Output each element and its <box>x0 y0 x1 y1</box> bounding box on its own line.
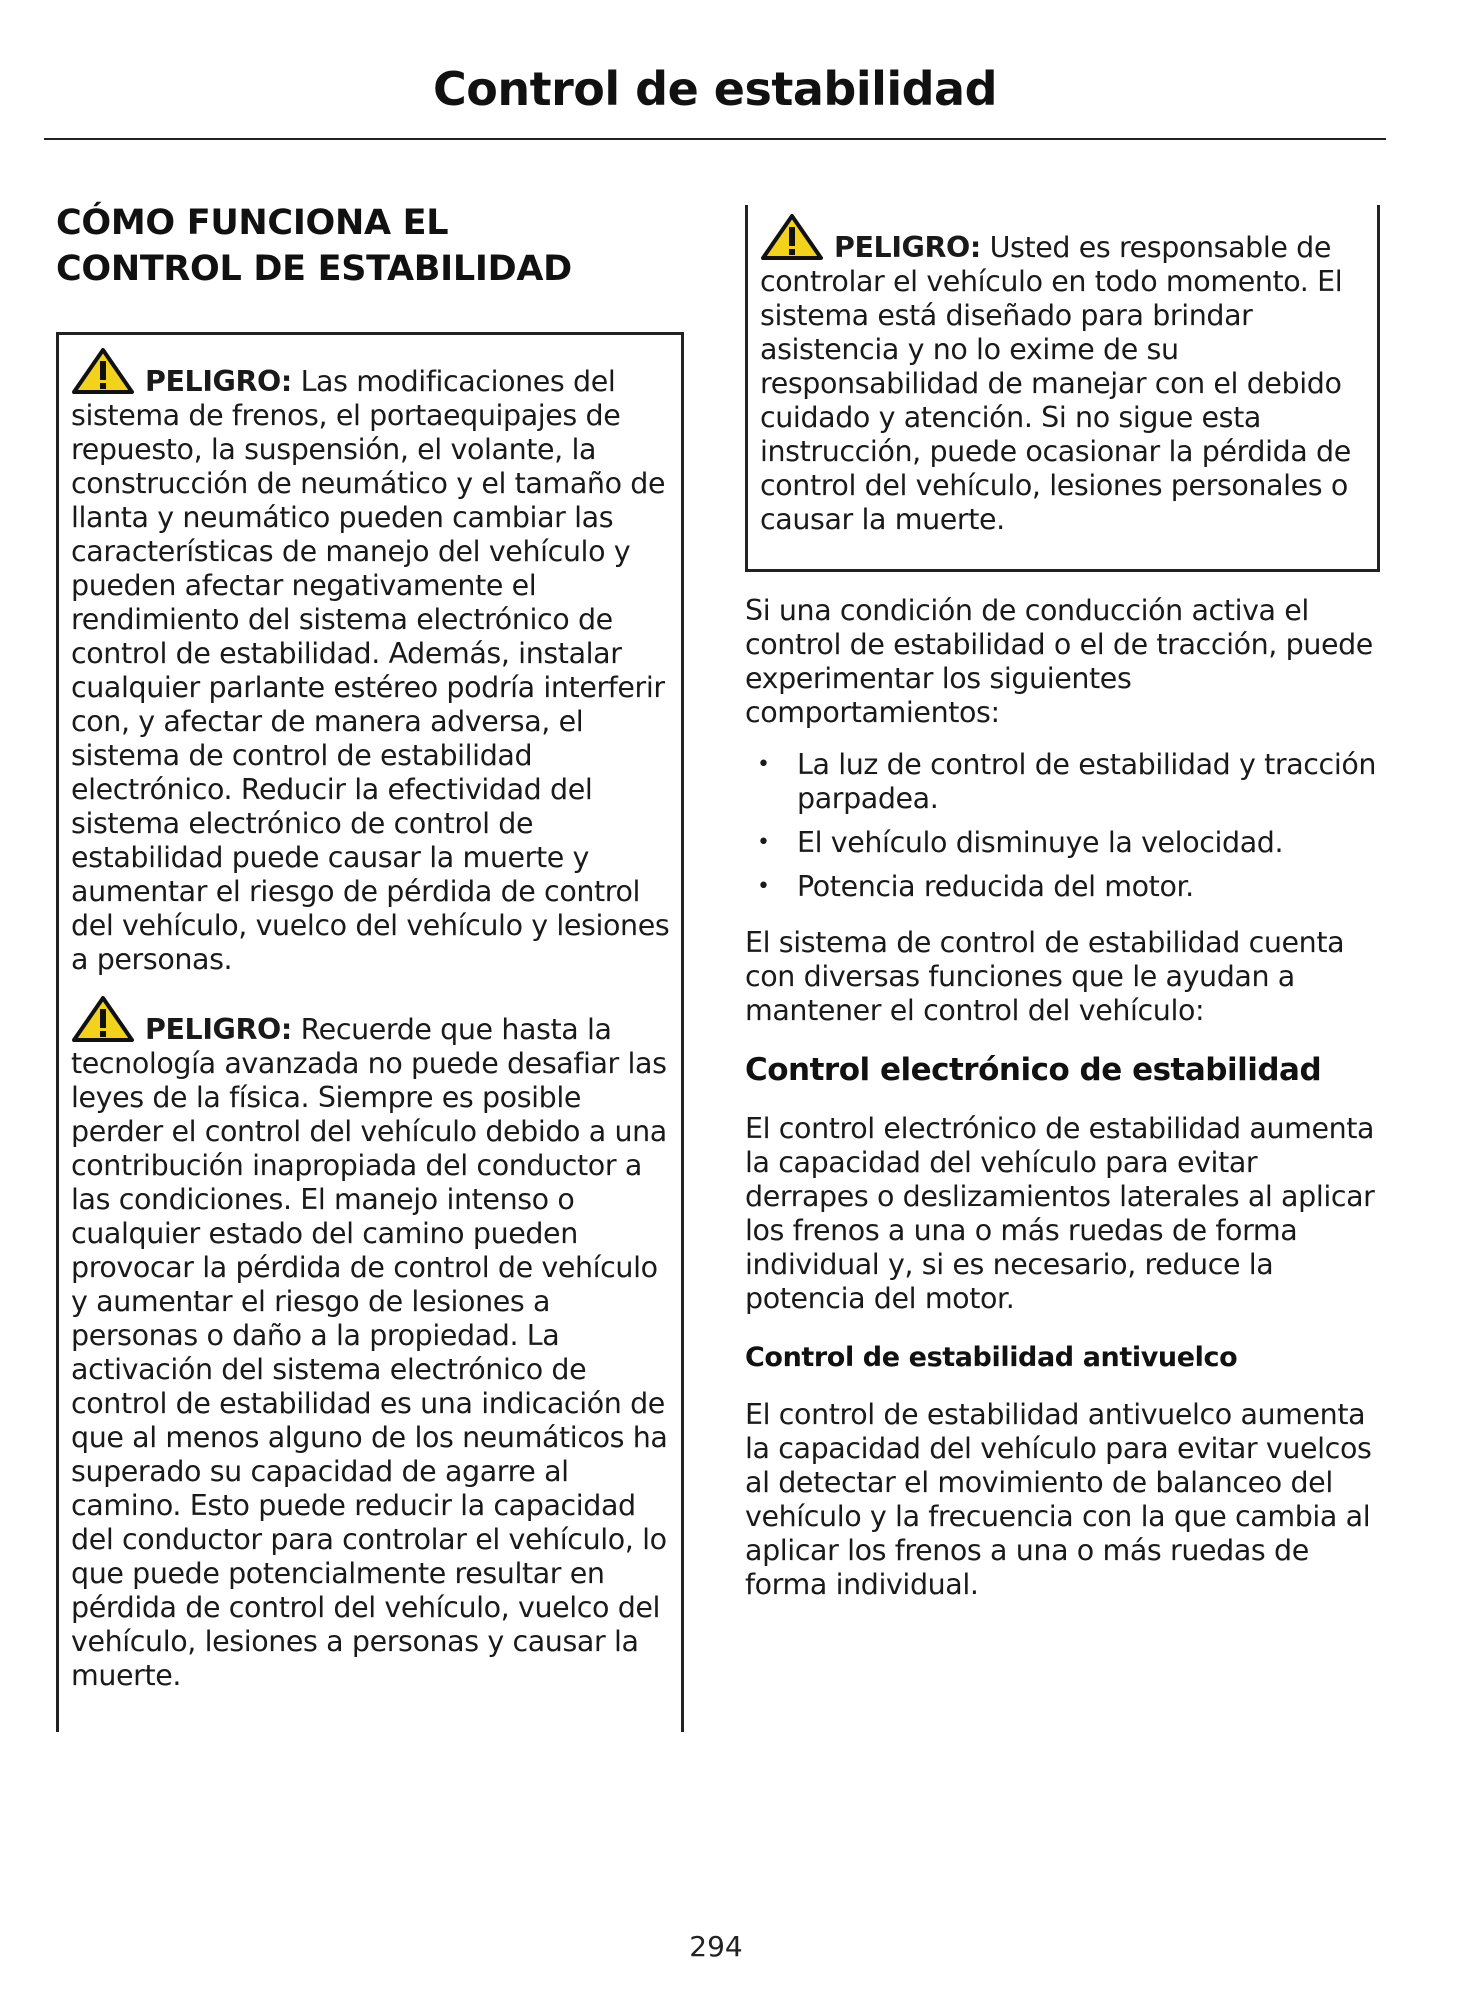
list-item <box>745 748 1380 816</box>
list-item-text: El vehículo disminuye la velocidad. <box>797 826 1284 859</box>
warning-label: PELIGRO: <box>145 1013 292 1046</box>
bullet-icon: • <box>757 874 770 899</box>
warning-triangle-icon <box>71 347 135 395</box>
intro-paragraph: Si una condición de conducción activa el control de estabilidad o el de tracción, puede experimentar los siguientes comportamientos: <box>745 594 1373 729</box>
left-column <box>56 200 684 1732</box>
warning-triangle-icon <box>760 213 824 261</box>
rsc-heading: Control de estabilidad antivuelco <box>745 1342 1238 1373</box>
page-number: 294 <box>689 1930 743 1963</box>
warning-triangle-icon <box>71 995 135 1043</box>
section-heading-line1: CÓMO FUNCIONA EL <box>56 203 449 243</box>
warning-1 <box>71 347 671 977</box>
list-item <box>745 870 1380 904</box>
warning-box-left <box>56 332 684 1732</box>
bullet-icon: • <box>757 752 770 777</box>
list-item <box>745 826 1380 860</box>
rsc-paragraph: El control de estabilidad antivuelco aumenta la capacidad del vehículo para evitar vuelcos al detectar el movimiento de balanceo del vehículo y la frecuencia con la que cambia al aplicar los frenos a una o más ruedas de forma individual. <box>745 1398 1372 1601</box>
warning-text: Las modificaciones del sistema de frenos, el portaequipajes de repuesto, la suspensión, el volante, la construcción de neumático y el tamaño de llanta y neumático pueden cambiar las características de manejo del vehículo y pueden afectar negativamente el rendimiento del sistema electrónico de control de estabilidad. Además, instalar cualquier parlante estéreo podría interferir con, y afectar de manera adversa, el sistema de control de estabilidad electrónico. Reducir la efectividad del sistema electrónico de control de estabilidad puede causar la muerte y aumentar el riesgo de pérdida de control del vehículo, vuelco del vehículo y lesiones a personas. <box>71 365 670 976</box>
right-column <box>745 205 1380 1614</box>
title-divider <box>44 138 1386 140</box>
list-item-text: Potencia reducida del motor. <box>797 870 1194 903</box>
warning-2 <box>71 995 671 1693</box>
list-item-text: La luz de control de estabilidad y tracción parpadea. <box>797 748 1377 815</box>
section-heading-line2: CONTROL DE ESTABILIDAD <box>56 249 572 289</box>
behavior-list <box>745 748 1380 904</box>
bullet-icon: • <box>757 830 770 855</box>
warning-text: Usted es responsable de controlar el vehículo en todo momento. El sistema está diseñado para brindar asistencia y no lo exime de su responsabilidad de manejar con el debido cuidado y atención. Si no sigue esta instrucción, puede ocasionar la pérdida de control del vehículo, lesiones personales o causar la muerte. <box>760 231 1351 536</box>
warning-label: PELIGRO: <box>834 231 981 264</box>
esc-heading: Control electrónico de estabilidad <box>745 1052 1322 1088</box>
warning-box-right <box>745 205 1380 572</box>
page-title: Control de estabilidad <box>432 62 998 116</box>
esc-paragraph: El control electrónico de estabilidad aumenta la capacidad del vehículo para evitar derrapes o deslizamientos laterales al aplicar los frenos a una o más ruedas de forma individual y, si es necesario, reduce la potencia del motor. <box>745 1112 1375 1315</box>
warning-3 <box>760 213 1369 537</box>
warning-text: Recuerde que hasta la tecnología avanzada no puede desafiar las leyes de la física. Siempre es posible perder el control del vehículo debido a una contribución inapropiada del conductor a las condiciones. El manejo intenso o cualquier estado del camino pueden provocar la pérdida de control de vehículo y aumentar el riesgo de lesiones a personas o daño a la propiedad. La activación del sistema electrónico de control de estabilidad es una indicación de que al menos alguno de los neumáticos ha superado su capacidad de agarre al camino. Esto puede reducir la capacidad del conductor para controlar el vehículo, lo que puede potencialmente resultar en pérdida de control del vehículo, vuelco del vehículo, lesiones a personas y causar la muerte. <box>71 1013 668 1692</box>
section-heading <box>56 200 684 292</box>
warning-label: PELIGRO: <box>145 365 292 398</box>
functions-intro: El sistema de control de estabilidad cuenta con diversas funciones que le ayudan a mantener el control del vehículo: <box>745 926 1345 1027</box>
